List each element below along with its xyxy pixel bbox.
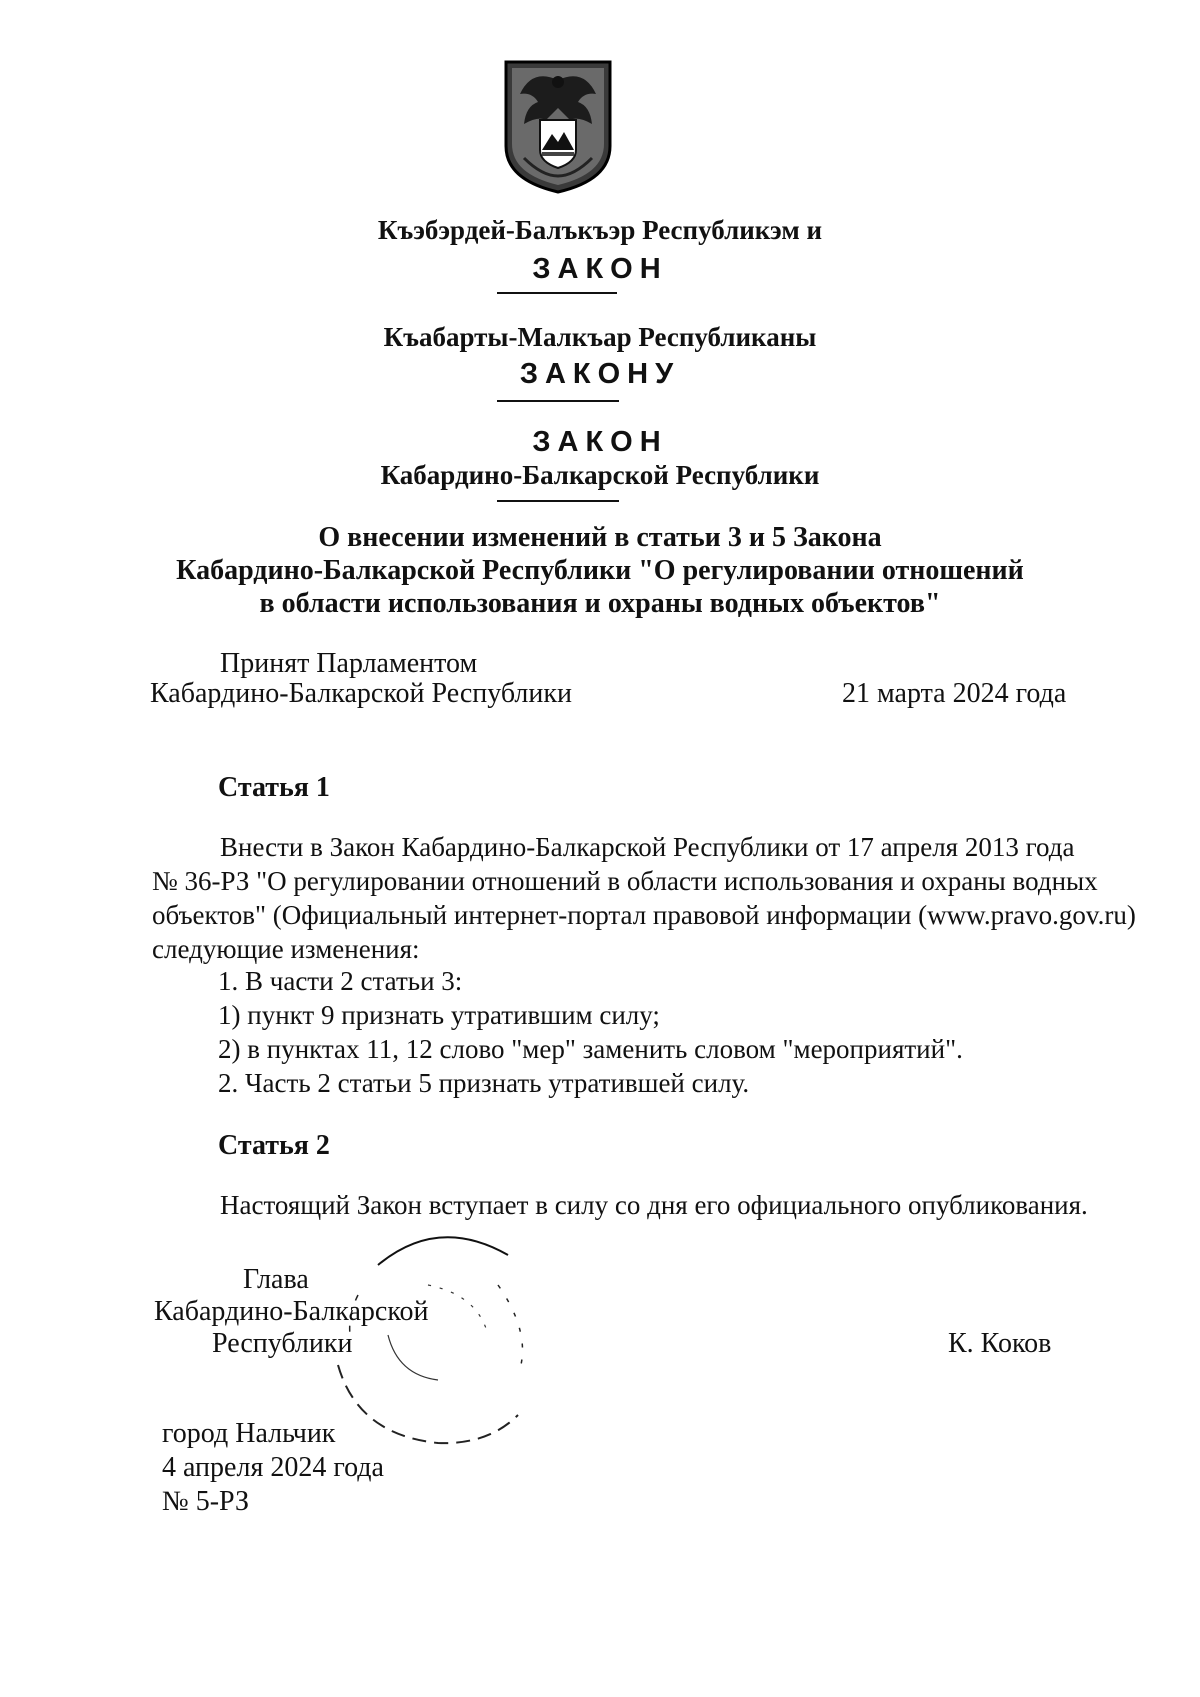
signature-position-line2: Кабардино-Балкарской [154,1296,429,1327]
divider [497,400,619,402]
article1-item: 1) пункт 9 признать утратившим силу; [218,1000,660,1030]
kabardian-law-heading: ЗАКОН [532,253,668,285]
signature-position-line1: Глава [243,1264,309,1295]
balkar-title: Къабарты-Малкъар Республиканы [383,322,817,352]
footer-date: 4 апреля 2024 года [162,1452,384,1483]
article1-line2: № 36-РЗ "О регулировании отношений в области использования и охраны водных [152,866,1098,896]
coat-of-arms-emblem [502,58,614,196]
article1-line1: Внести в Закон Кабардино-Балкарской Республики от 17 апреля 2013 года [220,832,1075,862]
document-title-line3: в области использования и охраны водных объектов" [259,588,941,619]
footer-city: город Нальчик [162,1418,336,1449]
article1-item: 1. В части 2 статьи 3: [218,966,463,996]
kabardian-title: Къэбэрдей-Балъкъэр Республикэм и [377,215,823,245]
article1-line3: объектов" (Официальный интернет-портал правовой информации (www.pravo.gov.ru) [152,900,1136,930]
article2-heading: Статья 2 [218,1130,330,1161]
article2-text: Настоящий Закон вступает в силу со дня его официального опубликования. [220,1190,1088,1220]
signature-position-line3: Республики [212,1328,353,1359]
document-title-line1: О внесении изменений в статьи 3 и 5 Закона [318,522,882,553]
article1-heading: Статья 1 [218,772,330,803]
adoption-line1: Принят Парламентом [220,648,478,679]
balkar-law-heading: ЗАКОНУ [519,358,681,390]
footer-number: № 5-РЗ [162,1486,249,1517]
article1-item: 2) в пунктах 11, 12 слово "мер" заменить словом "мероприятий". [218,1034,963,1064]
article1-line4: следующие изменения: [152,934,420,964]
seal-stamp [318,1225,558,1465]
article1-item: 2. Часть 2 статьи 5 признать утратившей силу. [218,1068,750,1098]
divider [497,500,619,502]
signatory-name: К. Коков [948,1328,1052,1359]
document-title-line2: Кабардино-Балкарской Республики "О регулировании отношений [176,555,1024,586]
adoption-line2: Кабардино-Балкарской Республики [150,678,572,709]
russian-title: Кабардино-Балкарской Республики [380,460,820,490]
adoption-date: 21 марта 2024 года [842,678,1067,709]
russian-law-heading: ЗАКОН [532,426,668,458]
divider [497,292,617,294]
